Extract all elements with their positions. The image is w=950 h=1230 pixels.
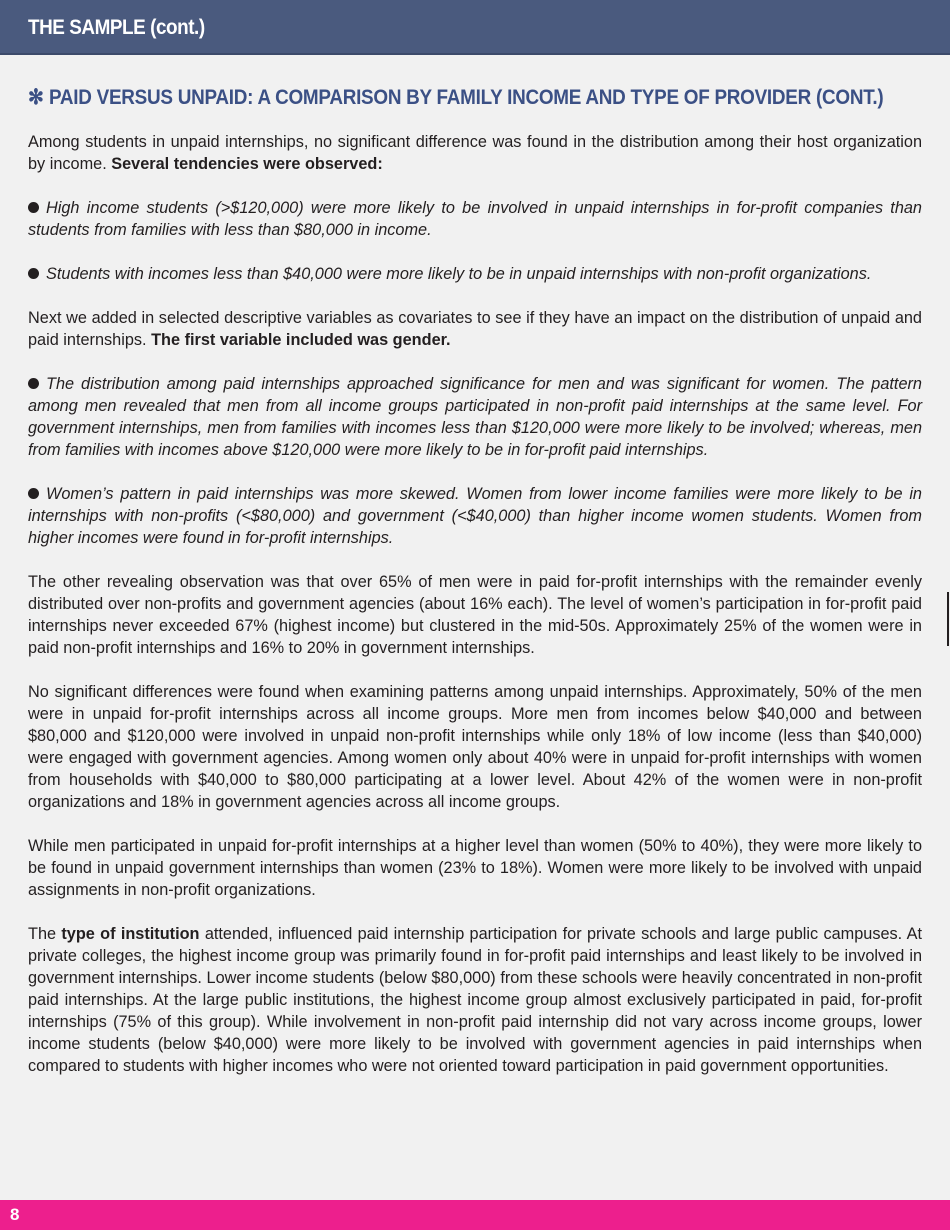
asterisk-icon: ✻ <box>28 86 44 109</box>
bullet-dot-icon <box>28 268 39 279</box>
paragraph-text: Next we added in selected descriptive variables as covariates to see if they have an impact on the distribution of unpaid and paid internships. <box>28 309 922 349</box>
bullet-dot-icon <box>28 488 39 499</box>
paragraph-text: The <box>28 925 62 943</box>
paragraph-intro <box>28 131 922 175</box>
page-edge-marker <box>947 592 949 646</box>
paragraph-institution <box>28 923 922 1077</box>
bullet-dot-icon <box>28 202 39 213</box>
paragraph-text: Among students in unpaid internships, no significant difference was found in the distribution among their host organization by income. <box>28 133 922 173</box>
bullet-item <box>28 373 922 461</box>
bullet-item <box>28 263 922 285</box>
paragraph-observation: The other revealing observation was that over 65% of men were in paid for-profit internships with the remainder evenly distributed over non-profits and government agencies (about 16% each). The level of women’s participation in for-profit paid internships never exceeded 67% (highest income) but clustered in the mid-50s. Approximately 25% of the women were in paid non-profit internships and 16% to 20% in government internships. <box>28 573 922 657</box>
footer-bar <box>0 1200 950 1230</box>
section-heading-text: PAID VERSUS UNPAID: A COMPARISON BY FAMILY INCOME AND TYPE OF PROVIDER (CONT.) <box>48 86 884 109</box>
page-header-title: THE SAMPLE (cont.) <box>28 16 205 39</box>
section-heading <box>28 85 884 110</box>
paragraph-comparison: While men participated in unpaid for-profit internships at a higher level than women (50% to 40%), they were more likely to be found in unpaid government internships than women (23% to 18%). Women were more likely to be involved with unpaid assignments in non-profit organizations. <box>28 837 922 899</box>
bullet-text: The distribution among paid internships approached significance for men and was significant for women. The pattern among men revealed that men from all income groups participated in non-profit paid internships at the same level. For government internships, men from families with incomes less than $120,000 were more likely to be involved; whereas, men from families with incomes above $120,000 were more likely to be in for-profit paid internships. <box>28 375 922 459</box>
bullet-item <box>28 197 922 241</box>
paragraph-gender <box>28 307 922 351</box>
page-number: 8 <box>10 1205 20 1224</box>
bullet-text: Women’s pattern in paid internships was more skewed. Women from lower income families were more likely to be in internships with non-profits (<$80,000) and government (<$40,000) than higher income women students. Women from higher incomes were found in for-profit internships. <box>28 485 922 547</box>
paragraph-text: attended, influenced paid internship participation for private schools and large public campuses. At private colleges, the highest income group was primarily found in for-profit paid internships and least likely to be involved in government internships. Lower income students (below $80,000) from these schools were heavily concentrated in non-profit paid internships. At the large public institutions, the highest income group almost exclusively participated in paid, for-profit internships (75% of this group). While involvement in non-profit paid internship did not vary across income groups, lower income students (below $40,000) were more likely to be involved with government agencies in paid internships when compared to students with higher incomes who were not oriented toward participation in paid government opportunities. <box>28 925 922 1075</box>
paragraph-unpaid: No significant differences were found when examining patterns among unpaid internships. Approximately, 50% of the men were in unpaid for-profit internships across all income groups. More men from incomes below $40,000 and between $80,000 and $120,000 were involved in unpaid non-profit internships while only 18% of low income (less than $40,000) were engaged with government agencies. Among women only about 40% were in unpaid for-profit internships with women from households with $40,000 to $80,000 participating at a lower level. About 42% of the women were in non-profit organizations and 18% in government agencies across all income groups. <box>28 683 922 811</box>
bullet-dot-icon <box>28 378 39 389</box>
body-content <box>28 131 922 1099</box>
header-bar <box>0 0 950 55</box>
bullet-item <box>28 483 922 549</box>
paragraph-bold-text: type of institution <box>61 925 200 943</box>
bullet-text: High income students (>$120,000) were more likely to be involved in unpaid internships in for-profit companies than students from families with less than $80,000 in income. <box>28 199 922 239</box>
paragraph-bold-text: Several tendencies were observed: <box>111 155 383 173</box>
bullet-text: Students with incomes less than $40,000 were more likely to be in unpaid internships with non-profit organizations. <box>46 265 872 283</box>
paragraph-bold-text: The first variable included was gender. <box>151 331 451 349</box>
